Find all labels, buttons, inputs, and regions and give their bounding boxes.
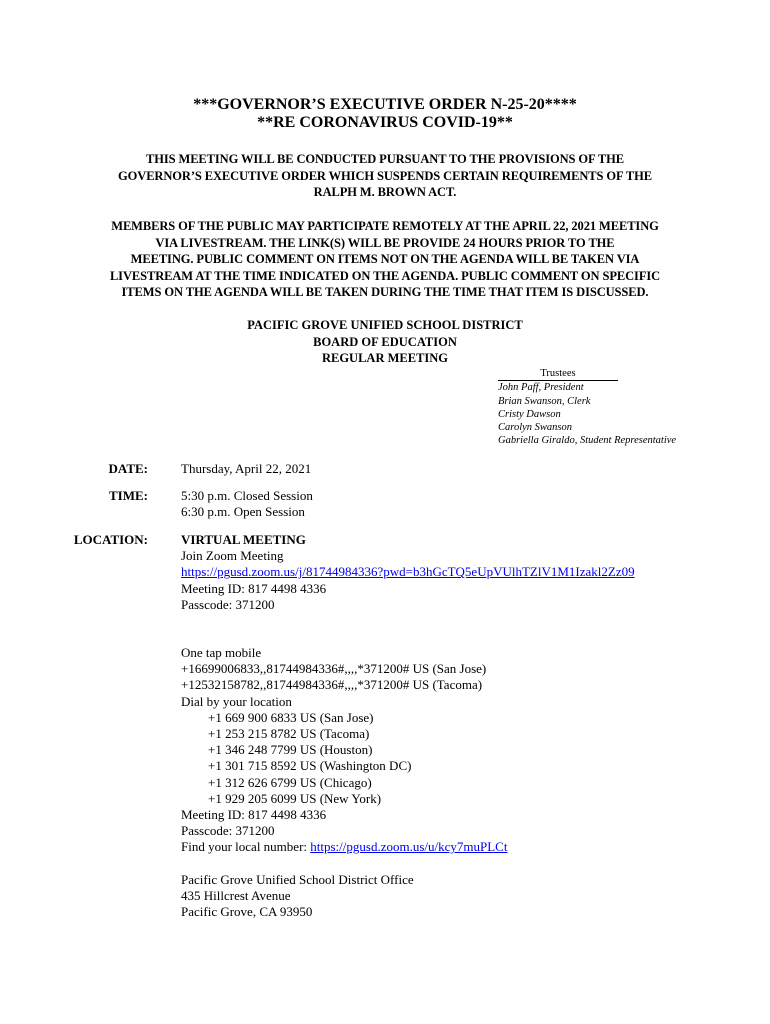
time-values <box>181 488 313 520</box>
notice-line: LIVESTREAM AT THE TIME INDICATED ON THE AGENDA. PUBLIC COMMENT ON SPECIFIC <box>109 268 661 283</box>
date-label: DATE: <box>108 461 148 476</box>
dial-number: +1 929 205 6099 US (New York) <box>208 790 382 806</box>
district-heading <box>0 317 770 367</box>
heading-line-1: ***GOVERNOR’S EXECUTIVE ORDER N-25-20**** <box>193 96 577 113</box>
dial-number: +1 346 248 7799 US (Houston) <box>208 742 373 758</box>
executive-order-heading <box>0 96 770 132</box>
notice-line: MEMBERS OF THE PUBLIC MAY PARTICIPATE REMOTELY AT THE APRIL 22, 2021 MEETING <box>111 219 659 233</box>
dial-number: +1 253 215 8782 US (Tacoma) <box>208 726 370 742</box>
office-city: Pacific Grove, CA 93950 <box>181 904 313 920</box>
district-name: PACIFIC GROVE UNIFIED SCHOOL DISTRICT <box>247 318 523 332</box>
meeting-id: Meeting ID: 817 4498 4336 <box>181 807 327 823</box>
notice-line: THIS MEETING WILL BE CONDUCTED PURSUANT TO THE PROVISIONS OF THE <box>146 152 624 166</box>
trustee-member: John Paff, President <box>498 382 584 394</box>
notice-line: GOVERNOR’S EXECUTIVE ORDER WHICH SUSPENDS CERTAIN REQUIREMENTS OF THE <box>118 168 652 183</box>
board-name: BOARD OF EDUCATION <box>313 334 457 349</box>
notice-line: RALPH M. BROWN ACT. <box>313 185 457 199</box>
location-label: LOCATION: <box>73 532 148 547</box>
office-name: Pacific Grove Unified School District Office <box>181 871 414 887</box>
dial-number: +1 669 900 6833 US (San Jose) <box>208 709 374 725</box>
zoom-meeting-link[interactable]: https://pgusd.zoom.us/j/81744984336?pwd=b3hGcTQ5eUpVUlhTZlV1M1Izakl2Zz09 <box>181 564 635 580</box>
trustees-list <box>498 367 676 448</box>
meeting-id: Meeting ID: 817 4498 4336 <box>181 580 327 596</box>
dial-number: +1 312 626 6799 US (Chicago) <box>208 774 372 790</box>
trustee-member: Brian Swanson, Clerk <box>498 395 591 407</box>
trustees-header: Trustees <box>498 367 618 381</box>
time-label: TIME: <box>109 488 148 503</box>
brown-act-notice <box>0 151 770 201</box>
open-session-time: 6:30 p.m. Open Session <box>181 504 305 520</box>
passcode: Passcode: 371200 <box>181 823 275 839</box>
dial-number: +1 301 715 8592 US (Washington DC) <box>208 758 412 774</box>
join-zoom-text: Join Zoom Meeting <box>181 548 284 564</box>
date-value: Thursday, April 22, 2021 <box>181 461 312 476</box>
one-tap-heading: One tap mobile <box>181 645 262 661</box>
find-local-number-link[interactable]: https://pgusd.zoom.us/u/kcy7muPLCt <box>310 839 508 855</box>
meeting-type: REGULAR MEETING <box>321 351 449 365</box>
trustee-member: Cristy Dawson <box>498 408 561 420</box>
passcode: Passcode: 371200 <box>181 596 275 612</box>
location-details <box>181 532 635 920</box>
virtual-meeting-title: VIRTUAL MEETING <box>181 532 306 547</box>
notice-line: VIA LIVESTREAM. THE LINK(S) WILL BE PROVIDE 24 HOURS PRIOR TO THE <box>155 235 615 250</box>
find-local-number <box>181 839 635 855</box>
trustee-member: Carolyn Swanson <box>498 422 572 434</box>
one-tap-number: +16699006833,,81744984336#,,,,*371200# US (San Jose) <box>181 661 487 677</box>
closed-session-time: 5:30 p.m. Closed Session <box>181 488 313 503</box>
heading-line-2: **RE CORONAVIRUS COVID-19** <box>257 114 513 131</box>
dial-by-location-heading: Dial by your location <box>181 693 292 709</box>
public-participation-notice <box>0 218 770 301</box>
notice-line: MEETING. PUBLIC COMMENT ON ITEMS NOT ON THE AGENDA WILL BE TAKEN VIA <box>130 252 640 266</box>
one-tap-number: +12532158782,,81744984336#,,,,*371200# US (Tacoma) <box>181 677 483 693</box>
trustee-member: Gabriella Giraldo, Student Representative <box>498 435 677 447</box>
office-street: 435 Hillcrest Avenue <box>181 887 291 903</box>
notice-line: ITEMS ON THE AGENDA WILL BE TAKEN DURING THE TIME THAT ITEM IS DISCUSSED. <box>121 285 649 299</box>
find-local-number-label: Find your local number: <box>181 839 311 855</box>
